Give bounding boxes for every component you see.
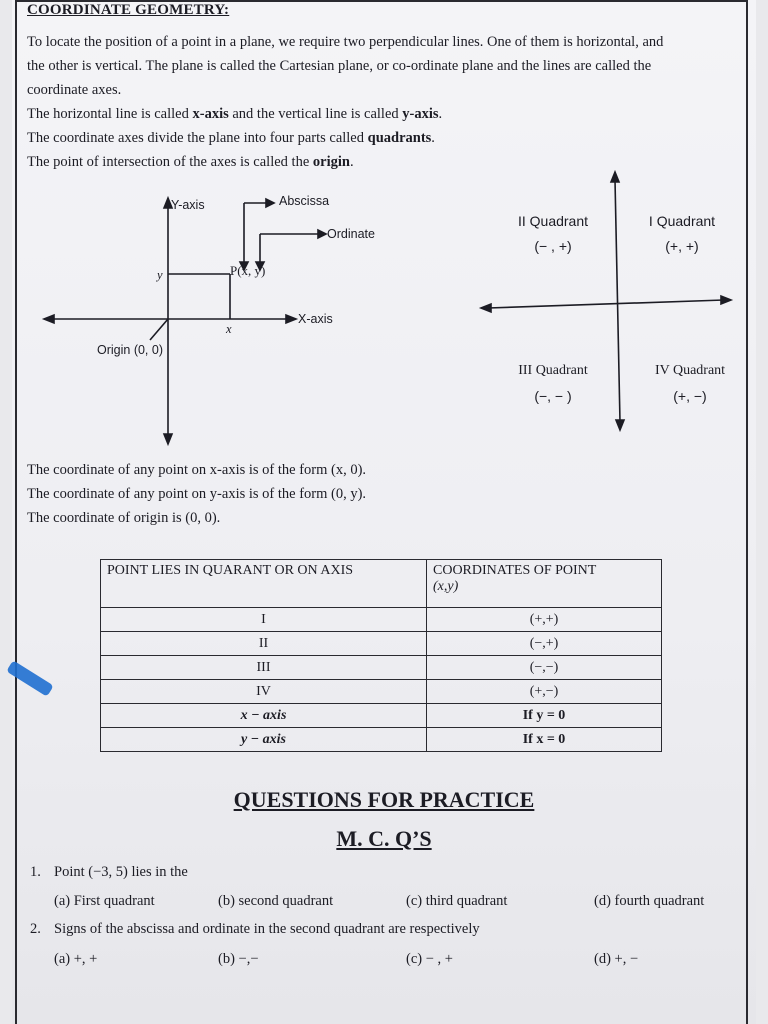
abscissa-label: Abscissa <box>279 194 330 208</box>
question-1-option-d: (d) fourth quadrant <box>594 893 705 909</box>
quadrant-2-sign: (− , +) <box>534 238 572 254</box>
question-2-option-b: (b) −,− <box>218 951 259 967</box>
y-axis-label: Y-axis <box>171 198 205 212</box>
intro-line: the other is vertical. The plane is called the Cartesian plane, or co-ordinate plane and the lines are called the <box>27 58 652 74</box>
table-row: II (−,+) <box>101 632 662 656</box>
intro-line: coordinate axes. <box>27 82 122 98</box>
table-row: I (+,+) <box>101 608 662 632</box>
mcq-title: M. C. Q’S <box>336 826 432 851</box>
quadrant-y-axis <box>615 180 620 422</box>
table-row: IV (+,−) <box>101 680 662 704</box>
quadrant-2-name: II Quadrant <box>517 213 589 229</box>
intro-line: To locate the position of a point in a plane, we require two perpendicular lines. One of them is horizontal, and <box>27 34 664 50</box>
question-1-number: 1. <box>30 864 41 880</box>
quadrant-1-name: I Quadrant <box>648 213 716 229</box>
form-line-y-axis: The coordinate of any point on y-axis is of the form (0, y). <box>27 486 367 502</box>
table-header-location: POINT LIES IN QUARANT OR ON AXIS <box>101 560 427 608</box>
origin-label: Origin (0, 0) <box>97 343 163 357</box>
axes-definition: The horizontal line is called x-axis and the vertical line is called y-axis. <box>27 106 443 122</box>
question-2-option-d: (d) +, − <box>594 951 639 967</box>
question-2-number: 2. <box>30 921 41 937</box>
quadrant-1-sign: (+, +) <box>665 238 699 254</box>
quadrant-3-name: III Quadrant <box>518 363 588 378</box>
form-line-x-axis: The coordinate of any point on x-axis is of the form (x, 0). <box>27 462 367 478</box>
table-row: x − axis If y = 0 <box>101 704 662 728</box>
y-coordinate-label: y <box>157 268 163 282</box>
origin-definition: The point of intersection of the axes is called the origin. <box>27 154 354 170</box>
quadrant-x-arrow-right <box>721 296 731 304</box>
coordinate-forms <box>27 458 366 530</box>
quadrant-3-sign: (−, − ) <box>534 388 572 404</box>
x-coordinate-label: x <box>226 322 232 336</box>
question-2-text: Signs of the abscissa and ordinate in the second quadrant are respectively <box>54 921 480 937</box>
table-row: III (−,−) <box>101 656 662 680</box>
quadrant-x-arrow-left <box>481 304 491 312</box>
table-row: y − axis If x = 0 <box>101 728 662 752</box>
table-header-coordinates: COORDINATES OF POINT (x,y) <box>427 560 662 608</box>
x-axis-label: X-axis <box>298 312 333 326</box>
question-1-option-b: (b) second quadrant <box>218 893 334 909</box>
table-header-row <box>101 560 662 608</box>
question-1-text: Point (−3, 5) lies in the <box>54 864 188 880</box>
point-p-label: P(x, y) <box>230 263 266 278</box>
question-2-option-a: (a) +, + <box>54 951 98 967</box>
ordinate-label: Ordinate <box>327 227 375 241</box>
practice-title: QUESTIONS FOR PRACTICE <box>233 787 535 812</box>
quadrant-4-sign: (+, −) <box>673 388 707 404</box>
quadrant-y-arrow-up <box>611 172 619 182</box>
question-1-option-a: (a) First quadrant <box>54 893 155 909</box>
form-line-origin: The coordinate of origin is (0, 0). <box>27 510 221 526</box>
page-heading: COORDINATE GEOMETRY: <box>27 2 230 18</box>
quadrant-coordinates-table <box>100 559 662 752</box>
quadrants-definition: The coordinate axes divide the plane into four parts called quadrants. <box>27 130 435 146</box>
question-1-option-c: (c) third quadrant <box>406 893 508 909</box>
quadrant-4-name: IV Quadrant <box>654 363 726 378</box>
quadrant-x-axis <box>488 300 724 308</box>
quadrant-y-arrow-down <box>616 420 624 430</box>
question-2-option-c: (c) − , + <box>406 951 453 967</box>
